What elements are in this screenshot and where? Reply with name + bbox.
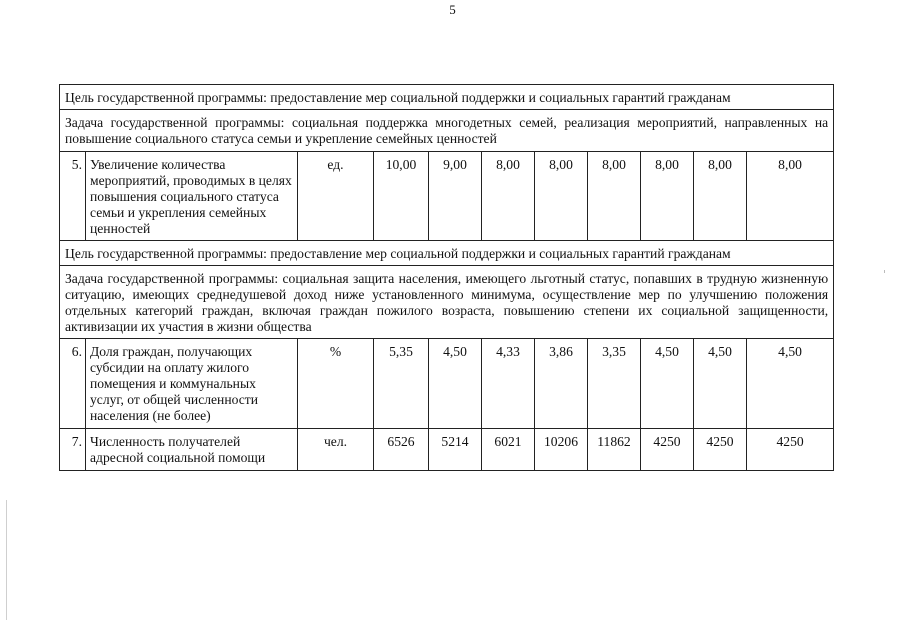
value-cell: 4,33 <box>482 339 535 429</box>
value-cell: 8,00 <box>641 152 694 241</box>
goal-row-2 <box>60 241 834 266</box>
task-row-2 <box>60 266 834 339</box>
value-cell: 4250 <box>747 429 834 471</box>
value-cell: 4,50 <box>694 339 747 429</box>
task-text-2: Задача государственной программы: социальная защита населения, имеющего льготный статус, попавших в трудную жизненную ситуацию, имеющих среднедушевой доход ниже установленного минимума, осуществление мер по улучшению положения отдельных категорий граждан, включая граждан пожилого возраста, повышению степени их социальной защищенности, активизации их участия в жизни общества <box>60 266 834 339</box>
value-cell: 6021 <box>482 429 535 471</box>
table-row <box>60 339 834 429</box>
goal-text-2: Цель государственной программы: предоставление мер социальной поддержки и социальных гарантий гражданам <box>60 241 834 266</box>
row-index: 6. <box>60 339 86 429</box>
value-cell: 5,35 <box>374 339 429 429</box>
indicator-name: Увеличение количества мероприятий, проводимых в целях повышения социального статуса семьи и укрепления семейных ценностей <box>86 152 298 241</box>
value-cell: 8,00 <box>747 152 834 241</box>
value-cell: 5214 <box>429 429 482 471</box>
value-cell: 8,00 <box>482 152 535 241</box>
value-cell: 3,35 <box>588 339 641 429</box>
goal-text-1: Цель государственной программы: предоставление мер социальной поддержки и социальных гарантий гражданам <box>60 85 834 110</box>
table-row <box>60 152 834 241</box>
row-index: 7. <box>60 429 86 471</box>
indicators-table <box>59 84 834 471</box>
row-index: 5. <box>60 152 86 241</box>
value-cell: 8,00 <box>535 152 588 241</box>
indicator-name: Численность получателей адресной социальной помощи <box>86 429 298 471</box>
value-cell: 10,00 <box>374 152 429 241</box>
indicator-name: Доля граждан, получающих субсидии на оплату жилого помещения и коммунальных услуг, от общей численности населения (не более) <box>86 339 298 429</box>
goal-row-1 <box>60 85 834 110</box>
value-cell: 4250 <box>694 429 747 471</box>
table-row <box>60 429 834 471</box>
scan-dot-mark <box>884 270 885 273</box>
value-cell: 6526 <box>374 429 429 471</box>
scan-edge-mark <box>6 500 7 620</box>
value-cell: 10206 <box>535 429 588 471</box>
value-cell: 9,00 <box>429 152 482 241</box>
unit-cell: % <box>298 339 374 429</box>
unit-cell: чел. <box>298 429 374 471</box>
value-cell: 4,50 <box>641 339 694 429</box>
value-cell: 11862 <box>588 429 641 471</box>
value-cell: 4250 <box>641 429 694 471</box>
value-cell: 8,00 <box>694 152 747 241</box>
value-cell: 4,50 <box>429 339 482 429</box>
value-cell: 8,00 <box>588 152 641 241</box>
value-cell: 4,50 <box>747 339 834 429</box>
unit-cell: ед. <box>298 152 374 241</box>
task-text-1: Задача государственной программы: социальная поддержка многодетных семей, реализация мероприятий, направленных на повышение социального статуса семьи и укрепление семейных ценностей <box>60 110 834 152</box>
value-cell: 3,86 <box>535 339 588 429</box>
task-row-1 <box>60 110 834 152</box>
page-number: 5 <box>449 2 456 17</box>
